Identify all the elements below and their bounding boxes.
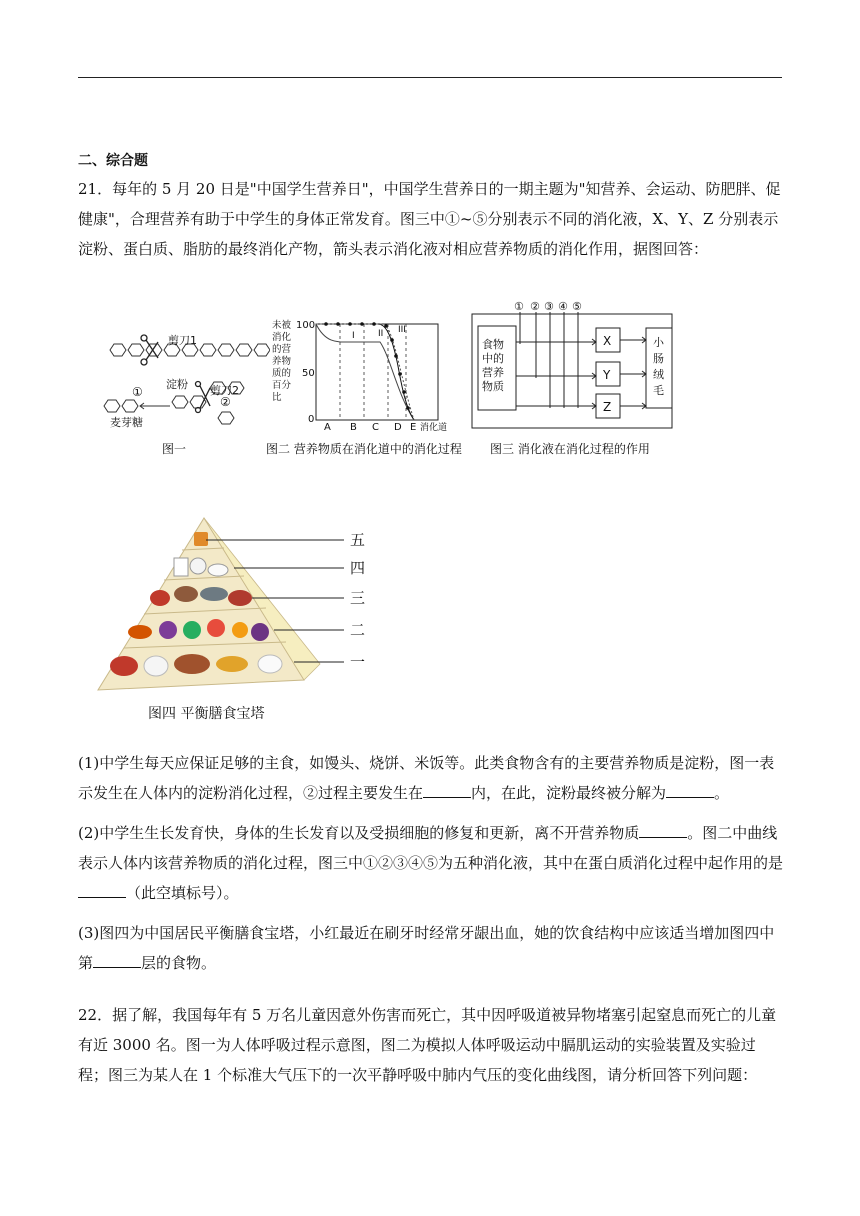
svg-text:百分: 百分 <box>272 380 292 391</box>
curve-II <box>316 324 414 420</box>
xtick-A: A <box>324 422 331 433</box>
xtick-B: B <box>350 422 357 433</box>
level-5: 五 <box>350 531 366 549</box>
figure-4-caption: 图四 平衡膳食宝塔 <box>148 706 265 722</box>
q22-intro: 22．据了解，我国每年有 5 万名儿童因意外伤害而死亡，其中因呼吸道被异物堵塞引起窒息而死亡的儿童有近 3000 名。图一为人体呼吸过程示意图，图二为模拟人体呼吸运动中膈肌运动的实验装置及实验过程；图三为某人在 1 个标准大气压下的一次平静呼吸中肺内气压的变化曲线图，请分析回答下列问题： <box>78 1006 777 1084</box>
curve-II-points <box>324 322 410 410</box>
figure-3-caption: 图三 消化液在消化过程的作用 <box>490 442 650 456</box>
figure-2-digestion-curves <box>268 316 460 434</box>
svg-text:小: 小 <box>653 336 664 349</box>
product-x: X <box>603 334 612 348</box>
juice-labels <box>514 300 582 313</box>
starch-label: 淀粉 <box>166 378 188 391</box>
flow-arrows <box>516 339 596 409</box>
answer-blank[interactable] <box>78 880 126 898</box>
q21-sub3: (3)图四为中国居民平衡膳食宝塔，小红最近在刷牙时经常牙龈出血，她的饮食结构中应该适当增加图四中第 层的食物。 <box>78 924 775 972</box>
q21-sub2: (2)中学生生长发育快，身体的生长发育以及受损细胞的修复和更新，离不开营养物质 。图二中曲线表示人体内该营养物质的消化过程，图三中①②③④⑤为五种消化液，其中在蛋白质消化过程中起作用的是（此空填标号）。 <box>78 818 784 908</box>
header-rule <box>78 77 782 78</box>
curve-label-I: I <box>352 331 355 341</box>
svg-text:养物: 养物 <box>272 356 292 367</box>
juice-3: ③ <box>544 300 554 313</box>
step2-label: ② <box>220 395 231 409</box>
level-4: 四 <box>350 559 366 577</box>
svg-text:比: 比 <box>272 392 282 403</box>
glucose-molecule <box>218 412 234 424</box>
juice-lines <box>520 312 578 408</box>
curve-label-II: II <box>378 329 384 339</box>
juice-2: ② <box>530 300 540 313</box>
plot-frame <box>316 324 438 420</box>
ylabel-line: 未被 <box>272 320 292 331</box>
level-labels <box>350 531 365 671</box>
svg-text:物质: 物质 <box>482 380 504 393</box>
juice-4: ④ <box>558 300 568 313</box>
svg-text:消化: 消化 <box>272 332 292 343</box>
answer-blank[interactable] <box>423 780 471 798</box>
answer-blank[interactable] <box>93 950 141 968</box>
answer-blank[interactable] <box>666 780 714 798</box>
xtick-C: C <box>372 422 379 433</box>
q21-intro: 21．每年的 5 月 20 日是"中国学生营养日"，中国学生营养日的一期主题为"知营养、会运动、防肥胖、促健康"，合理营养有助于中学生的身体正常发育。图三中①~⑤分别表示不同的消化液，X、Y、Z 分别表示淀粉、蛋白质、脂肪的最终消化产物，箭头表示消化液对相应营养物质的消化作用，据图回答： <box>78 180 781 258</box>
juice-5: ⑤ <box>572 300 582 313</box>
juice-1: ① <box>514 300 524 313</box>
svg-text:质的: 质的 <box>272 368 292 379</box>
tier5-oil-salt <box>194 532 208 546</box>
scissors2-label: 剪刀2 <box>210 384 239 397</box>
product-z: Z <box>603 400 612 414</box>
level-2: 二 <box>350 621 366 639</box>
curve-label-III: III <box>398 325 406 335</box>
step1-label: ① <box>132 385 143 399</box>
xtick-E: E <box>410 422 417 433</box>
q21-sub1: (1)中学生每天应保证足够的主食，如馒头、烧饼、米饭等。此类食物含有的主要营养物质是淀粉，图一表示发生在人体内的淀粉消化过程，②过程主要发生在 内，在此，淀粉最终被分解为 。 <box>78 754 775 802</box>
svg-text:营养: 营养 <box>482 366 504 379</box>
figure-4-food-pyramid <box>94 514 384 694</box>
svg-text:食物: 食物 <box>482 338 504 351</box>
svg-text:中的: 中的 <box>482 352 504 365</box>
product-y: Y <box>603 368 611 382</box>
figure-2-caption: 图二 营养物质在消化道中的消化过程 <box>266 442 462 456</box>
ytick-100: 100 <box>296 320 316 331</box>
svg-text:毛: 毛 <box>653 384 664 397</box>
level-1: 一 <box>350 653 366 671</box>
maltose-molecule <box>104 400 138 412</box>
figure-3-digestive-juices <box>468 298 680 434</box>
xtick-D: D <box>394 422 402 433</box>
scissors1-label: 剪刀1 <box>168 334 197 347</box>
answer-blank[interactable] <box>639 820 687 838</box>
ytick-0: 0 <box>308 414 315 425</box>
svg-text:的营: 的营 <box>272 344 292 355</box>
absorption-arrows <box>620 337 646 409</box>
figure-1-caption: 图一 <box>162 442 187 456</box>
level-3: 三 <box>350 589 366 607</box>
svg-text:肠: 肠 <box>653 352 664 365</box>
svg-text:绒: 绒 <box>653 368 664 381</box>
section-dividers <box>340 324 406 420</box>
figure-1-starch-digestion <box>100 326 270 430</box>
maltose-label: 麦芽糖 <box>110 416 143 429</box>
xlabel: 消化道 <box>420 423 448 433</box>
ytick-50: 50 <box>302 368 315 379</box>
section-title: 二、综合题 <box>78 153 148 169</box>
